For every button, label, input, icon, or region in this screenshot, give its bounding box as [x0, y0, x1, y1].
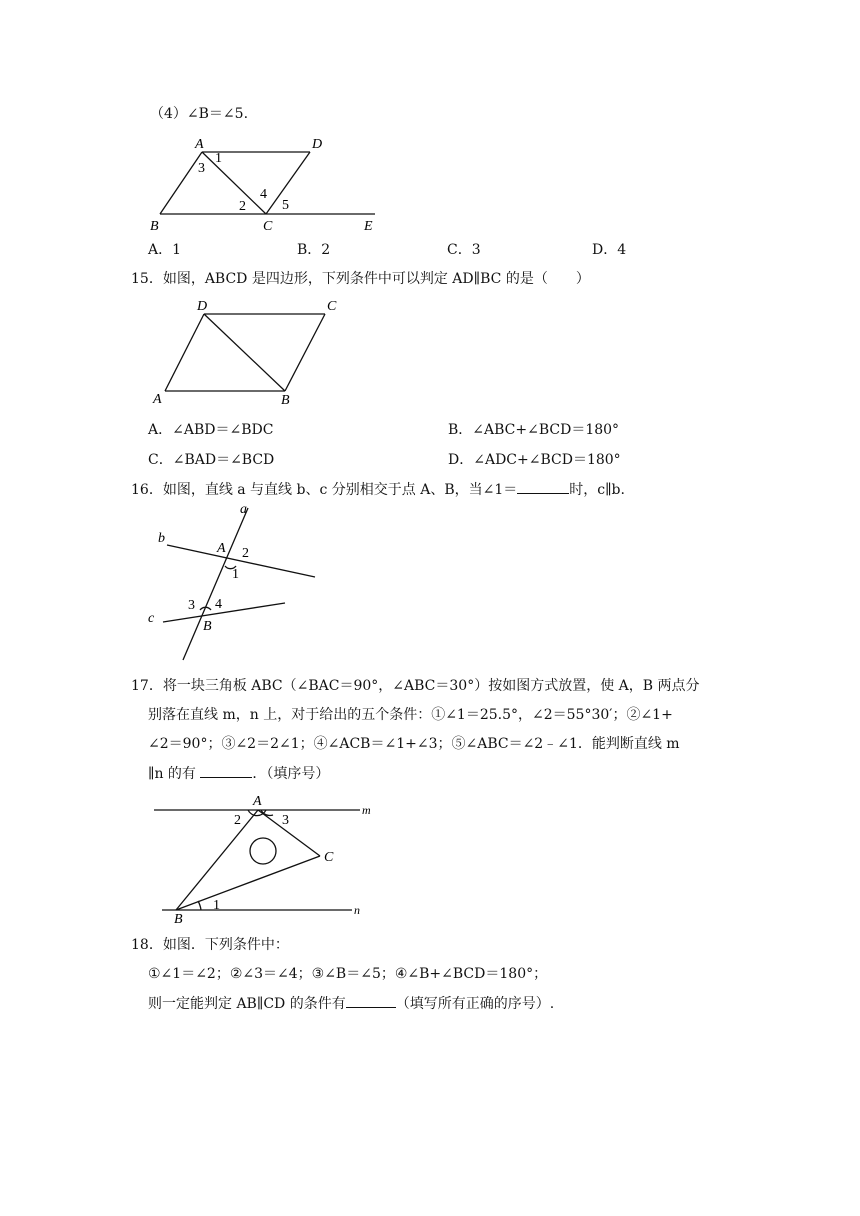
q15-option-b: B．∠ABC+∠BCD＝180°: [448, 422, 620, 438]
q16-figure: [145, 500, 325, 665]
q14-condition-4: （4）∠B＝∠5.: [150, 106, 249, 122]
q14-angle-1: 1: [215, 151, 222, 166]
q18-ask-after: （填写所有正确的序号）.: [395, 996, 555, 1012]
q18-conditions: ①∠1＝∠2；②∠3＝∠4；③∠B＝∠5；④∠B+∠BCD＝180°；: [148, 966, 548, 982]
q14-figure: [140, 132, 390, 234]
q15-stem: 15．如图，ABCD 是四边形，下列条件中可以判定 AD∥BC 的是（ ）: [131, 271, 590, 287]
q16-angle-2: 2: [242, 546, 249, 561]
q16-angle-3: 3: [188, 598, 195, 613]
q16-stem: [131, 479, 625, 500]
q16-angle-1: 1: [232, 567, 239, 582]
q15-point-D: D: [197, 299, 208, 314]
q14-point-C: C: [263, 219, 273, 234]
q16-stem-after: 时，c∥b.: [569, 482, 625, 498]
q16-line-a: a: [240, 502, 247, 517]
q15-point-B: B: [281, 393, 290, 408]
q15-option-a: A．∠ABD＝∠BDC: [148, 422, 274, 438]
q14-option-c: C．3: [447, 242, 481, 258]
q14-angle-3: 3: [198, 161, 205, 176]
q15-option-c: C．∠BAD＝∠BCD: [148, 452, 275, 468]
q15-option-d: D．∠ADC+∠BCD＝180°: [448, 452, 621, 468]
q14-option-a: A．1: [148, 242, 182, 258]
q14-angle-4: 4: [260, 187, 267, 202]
q17-angle-1: 1: [213, 898, 220, 913]
q14-point-E: E: [364, 219, 373, 234]
q18-stem: 18．如图．下列条件中：: [131, 937, 289, 953]
q17-point-A: A: [253, 794, 262, 809]
q14-option-b: B．2: [297, 242, 331, 258]
q15-point-C: C: [327, 299, 337, 314]
q17-point-C: C: [324, 850, 334, 865]
q17-answer-blank[interactable]: [200, 763, 252, 778]
q16-line-b: b: [158, 531, 165, 546]
q18-ask: [148, 993, 554, 1014]
q15-figure: [150, 296, 350, 408]
q16-point-B: B: [203, 619, 212, 634]
q17-angle-2: 2: [234, 813, 241, 828]
q16-stem-before: 16．如图，直线 a 与直线 b、c 分别相交于点 A、B，当∠1＝: [131, 482, 518, 498]
q17-line4: [148, 763, 329, 784]
q17-line-m: m: [362, 803, 371, 817]
q14-angle-2: 2: [239, 199, 246, 214]
q17-figure: [148, 790, 378, 925]
q17-line2: 别落在直线 m，n 上，对于给出的五个条件：①∠1＝25.5°，∠2＝55°30′；②∠1+: [148, 707, 673, 723]
q17-point-B: B: [174, 912, 183, 925]
q14-option-d: D．4: [592, 242, 627, 258]
q17-line-n: n: [354, 903, 360, 917]
q16-angle-4: 4: [215, 597, 222, 612]
q17-line4-before: ∥n 的有: [148, 766, 201, 782]
q17-angle-3: 3: [282, 813, 289, 828]
q18-ask-before: 则一定能判定 AB∥CD 的条件有: [148, 996, 346, 1012]
q17-line1: 17．将一块三角板 ABC（∠BAC＝90°，∠ABC＝30°）按如图方式放置，使 A，B 两点分: [131, 678, 700, 694]
q16-answer-blank[interactable]: [517, 479, 569, 494]
q14-point-B: B: [150, 219, 159, 234]
q14-angle-5: 5: [282, 198, 289, 213]
q17-line3: ∠2＝90°；③∠2＝2∠1；④∠ACB＝∠1+∠3；⑤∠ABC＝∠2﹣∠1．能判断直线 m: [148, 736, 680, 752]
q18-answer-blank[interactable]: [346, 993, 396, 1008]
q15-point-A: A: [153, 392, 162, 407]
q16-point-A: A: [217, 541, 226, 556]
q16-line-c: c: [148, 611, 155, 626]
q14-point-D: D: [312, 137, 323, 152]
q17-line4-after: ．（填序号）: [252, 766, 330, 782]
q14-point-A: A: [195, 137, 204, 152]
